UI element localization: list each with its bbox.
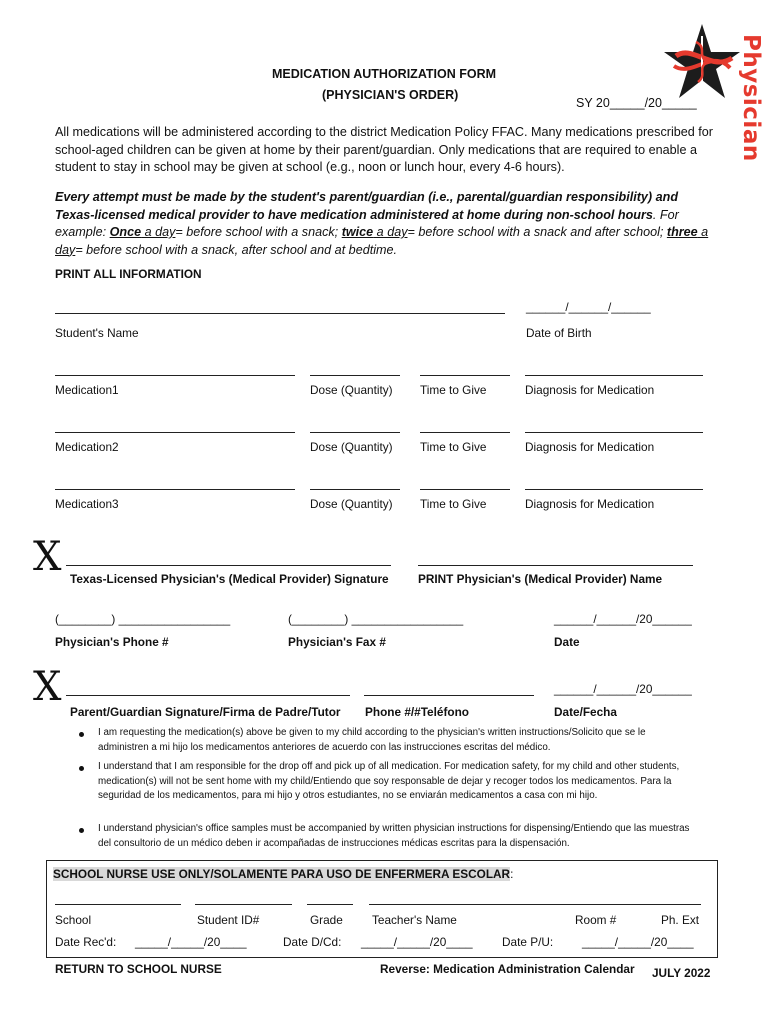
parent-phone-label: Phone #/#Teléfono [365,705,470,719]
time-field[interactable] [420,489,510,490]
intro-paragraph: All medications will be administered according to the district Medication Policy FFAC. Many medications prescribed for school-aged children can be given at home by their parent/guardian. Only medications that are required to enable a student to stay in school may be given at school (e.g., noon or lunch hour, every 4-6 hours). [55,125,713,174]
parent-signature-field[interactable] [66,695,350,696]
reverse-note: Reverse: Medication Administration Calendar [380,962,635,976]
dose-label: Dose (Quantity) [310,440,393,454]
nurse-grade-label: Grade [310,913,343,927]
nurse-school-field[interactable] [55,904,181,905]
print-all-heading: PRINT ALL INFORMATION [55,267,202,281]
dob-field[interactable]: ______/______/______ [526,300,651,314]
nurse-date-recd-label: Date Rec'd: [55,935,117,949]
parent-x-mark: X [33,664,62,710]
student-name-field[interactable] [55,313,505,314]
nurse-date-pu-field[interactable]: _____/_____/20____ [582,935,694,949]
consent-item: I understand that I am responsible for the drop off and pick up of all medication. For medication safety, for my child and other students, medication(s) will not be sent home with my child/Entiendo que soy responsable de dejar y recoger todos los medicamentos. Para la seguridad de los medicamentos, para mi hijo y otros estudiantes, no se enviarán medicamentos a casa con mi hijo. [98,761,680,802]
dose-label: Dose (Quantity) [310,497,393,511]
nurse-school-label: School [55,913,92,927]
star-caduceus-icon [662,22,742,102]
school-year-field[interactable]: SY 20_____/20_____ [576,96,697,110]
nurse-student-id-field[interactable] [195,904,292,905]
parent-phone-field[interactable] [364,695,534,696]
nurse-teacher-label: Teacher's Name [372,913,457,927]
time-field[interactable] [420,375,510,376]
form-subtitle: (PHYSICIAN'S ORDER) [322,88,459,102]
physician-phone-field[interactable]: (________) _________________ [55,612,231,626]
nurse-use-box [46,860,718,958]
parent-date-label: Date/Fecha [554,705,617,719]
consent-item: I understand physician's office samples must be accompanied by written physician instructions for dispensing/Entiendo que las muestras del consultorio de un médico deben ir acompañadas de instrucciones médicas escritas para la dispensación. [98,823,690,849]
physician-print-name-label: PRINT Physician's (Medical Provider) Name [418,572,663,586]
physician-date-field[interactable]: ______/______/20______ [554,612,692,626]
physician-print-name-field[interactable] [418,565,693,566]
physician-signature-label: Texas-Licensed Physician's (Medical Provider) Signature [70,572,389,586]
diagnosis-field[interactable] [525,432,703,433]
student-name-label: Student's Name [55,326,139,340]
time-field[interactable] [420,432,510,433]
physician-x-mark: X [33,534,62,580]
nurse-teacher-field[interactable] [369,904,701,905]
medication-label: Medication3 [55,497,119,511]
logo-text: Physician [738,34,764,162]
medication-label: Medication1 [55,383,119,397]
nurse-date-dcd-label: Date D/Cd: [283,935,342,949]
nurse-student-id-label: Student ID# [197,913,260,927]
diagnosis-label: Diagnosis for Medication [525,440,655,454]
time-label: Time to Give [420,497,487,511]
form-title: MEDICATION AUTHORIZATION FORM [272,67,497,81]
diagnosis-label: Diagnosis for Medication [525,497,655,511]
nurse-grade-field[interactable] [307,904,353,905]
bullet-dot [79,732,84,737]
bullet-dot [79,828,84,833]
bullet-dot [79,766,84,771]
medication-label: Medication2 [55,440,119,454]
nurse-date-dcd-field[interactable]: _____/_____/20____ [361,935,473,949]
medication-name-field[interactable] [55,375,295,376]
medication-name-field[interactable] [55,489,295,490]
diagnosis-field[interactable] [525,375,703,376]
dose-field[interactable] [310,375,400,376]
consent-item: I am requesting the medication(s) above be given to my child according to the physician's written instructions/Solicito que se le administren a mi hijo los medicamentos anteriores de acuerdo con las instrucciones escritas del médico. [98,727,646,753]
diagnosis-label: Diagnosis for Medication [525,383,655,397]
return-to-nurse: RETURN TO SCHOOL NURSE [55,962,222,976]
physician-phone-label: Physician's Phone # [55,635,169,649]
dob-label: Date of Birth [526,326,592,340]
notice-paragraph: Every attempt must be made by the student's parent/guardian (i.e., parental/guardian responsibility) and Texas-licensed medical provider to have medication administered at home during non-school hours. For example: Once a day= before school with a snack; twice a day= before school with a snack and after school; three a day= before school with a snack, after school and at bedtime. [55,190,709,257]
dose-field[interactable] [310,489,400,490]
nurse-heading: SCHOOL NURSE USE ONLY/SOLAMENTE PARA USO DE ENFERMERA ESCOLAR: [53,867,514,881]
time-label: Time to Give [420,440,487,454]
parent-date-field[interactable]: ______/______/20______ [554,682,692,696]
parent-signature-label: Parent/Guardian Signature/Firma de Padre/Tutor [70,705,341,719]
physician-signature-field[interactable] [66,565,391,566]
nurse-date-pu-label: Date P/U: [502,935,554,949]
physician-date-label: Date [554,635,580,649]
dose-field[interactable] [310,432,400,433]
nurse-ph-ext-label: Ph. Ext [661,913,700,927]
nurse-room-label: Room # [575,913,617,927]
diagnosis-field[interactable] [525,489,703,490]
time-label: Time to Give [420,383,487,397]
nurse-date-recd-field[interactable]: _____/_____/20____ [135,935,247,949]
physician-fax-field[interactable]: (________) _________________ [288,612,464,626]
medication-name-field[interactable] [55,432,295,433]
physician-fax-label: Physician's Fax # [288,635,386,649]
form-date: JULY 2022 [652,966,711,980]
dose-label: Dose (Quantity) [310,383,393,397]
